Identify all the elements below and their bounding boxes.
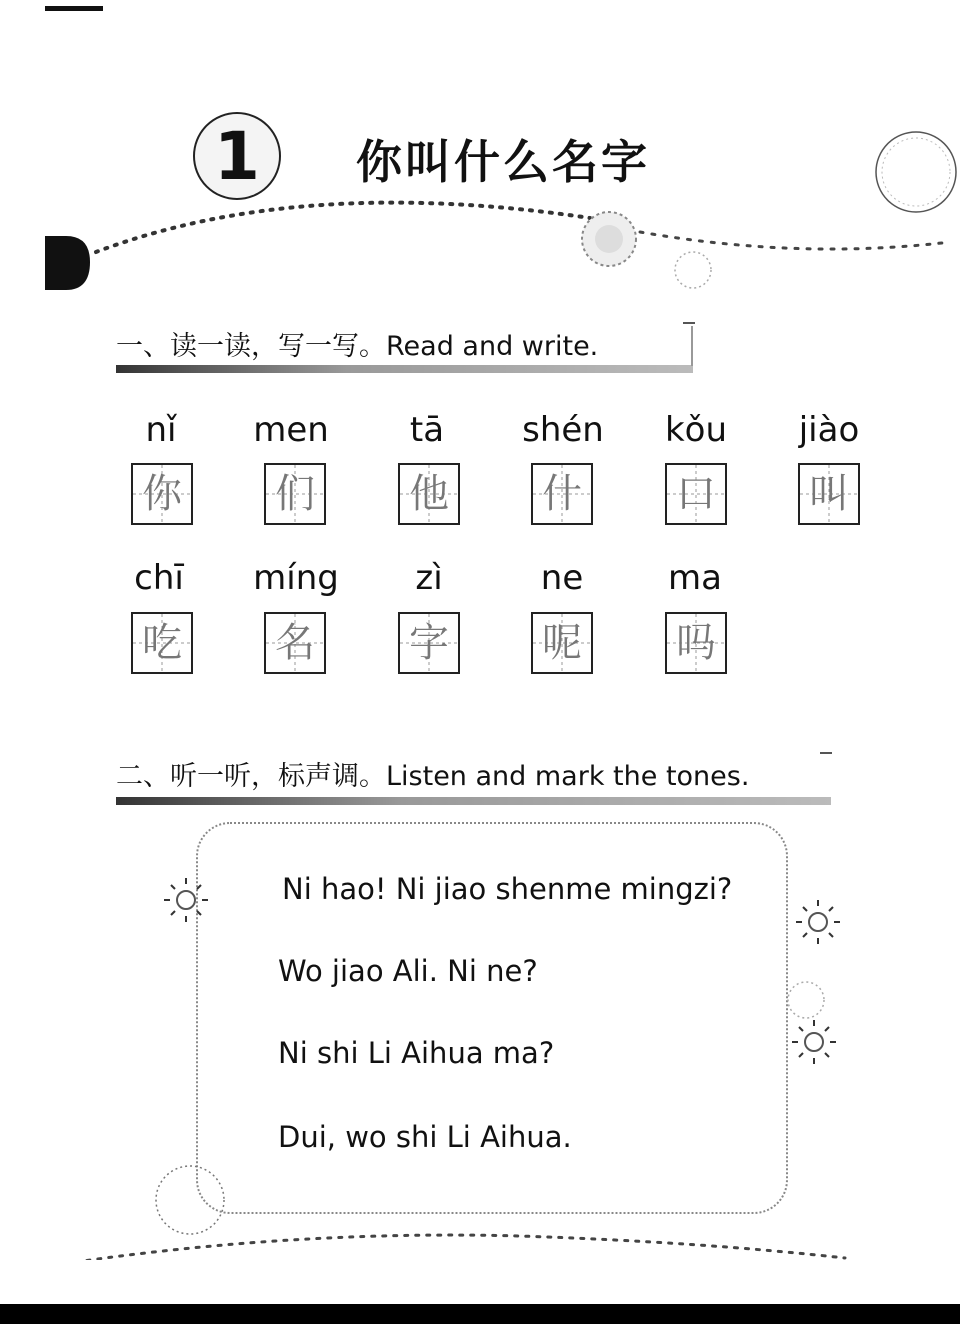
traced-character: 什 bbox=[542, 471, 582, 517]
traced-character: 们 bbox=[275, 471, 315, 517]
sentence-1: Ni hao! Ni jiao shenme mingzi? bbox=[282, 872, 733, 906]
traced-character: 口 bbox=[676, 471, 716, 517]
pinyin-zi: zì bbox=[415, 558, 443, 598]
dotted-arc-left bbox=[96, 203, 590, 252]
section2-tick bbox=[820, 752, 832, 754]
pinyin-shen: shén bbox=[522, 410, 604, 450]
pinyin-men: men bbox=[253, 410, 329, 450]
sunburst-icon bbox=[792, 1020, 836, 1064]
traced-character: 吃 bbox=[142, 620, 182, 666]
pinyin-ne: ne bbox=[540, 558, 584, 598]
writing-box[interactable] bbox=[665, 612, 727, 674]
bottom-dotted-line bbox=[76, 1235, 845, 1260]
traced-character: 吗 bbox=[676, 620, 716, 666]
writing-box[interactable] bbox=[665, 463, 727, 525]
section1-title: 一、读一读，写一写。Read and write. bbox=[116, 331, 599, 362]
box-decorations bbox=[0, 860, 960, 1260]
writing-box[interactable] bbox=[798, 463, 860, 525]
pinyin-ma: ma bbox=[668, 558, 722, 598]
writing-box[interactable] bbox=[131, 612, 193, 674]
small-ring bbox=[788, 982, 824, 1018]
section1-tick bbox=[683, 322, 695, 324]
lesson-title: 你叫什么名字 bbox=[356, 135, 650, 189]
pinyin-jiao: jiào bbox=[798, 410, 860, 450]
writing-box[interactable] bbox=[398, 463, 460, 525]
left-tab-shape bbox=[45, 236, 90, 290]
writing-box[interactable] bbox=[531, 463, 593, 525]
sunburst-icon bbox=[796, 900, 840, 944]
traced-character: 他 bbox=[409, 471, 449, 517]
section1-edge bbox=[691, 326, 693, 366]
bottom-scan-edge bbox=[0, 1304, 960, 1324]
sunburst-icon bbox=[164, 878, 208, 922]
traced-character: 名 bbox=[275, 620, 315, 666]
pinyin-ni: nǐ bbox=[145, 410, 177, 450]
dotted-line-right bbox=[640, 232, 950, 249]
traced-character: 你 bbox=[142, 471, 182, 517]
small-ring bbox=[675, 252, 711, 288]
sentence-3: Ni shi Li Aihua ma? bbox=[278, 1036, 555, 1070]
pinyin-kou: kǒu bbox=[664, 410, 728, 450]
writing-box[interactable] bbox=[398, 612, 460, 674]
traced-character: 字 bbox=[409, 620, 449, 666]
sentence-2: Wo jiao Ali. Ni ne? bbox=[278, 954, 538, 988]
section2-underline bbox=[116, 797, 831, 805]
lesson-number-badge: 1 bbox=[193, 112, 281, 200]
traced-character: 呢 bbox=[542, 620, 582, 666]
writing-box[interactable] bbox=[131, 463, 193, 525]
writing-box[interactable] bbox=[264, 612, 326, 674]
pinyin-chi: chī bbox=[134, 558, 184, 598]
right-ring bbox=[876, 132, 956, 212]
pinyin-ta: tā bbox=[409, 410, 445, 450]
pinyin-ming: míng bbox=[253, 558, 339, 598]
traced-character: 叫 bbox=[809, 471, 849, 517]
section2-title: 二、听一听，标声调。Listen and mark the tones. bbox=[116, 761, 750, 792]
writing-box[interactable] bbox=[264, 463, 326, 525]
sentence-4: Dui, wo shi Li Aihua. bbox=[278, 1120, 572, 1154]
section1-underline bbox=[116, 365, 693, 373]
bottom-left-ring bbox=[156, 1166, 224, 1234]
writing-box[interactable] bbox=[531, 612, 593, 674]
